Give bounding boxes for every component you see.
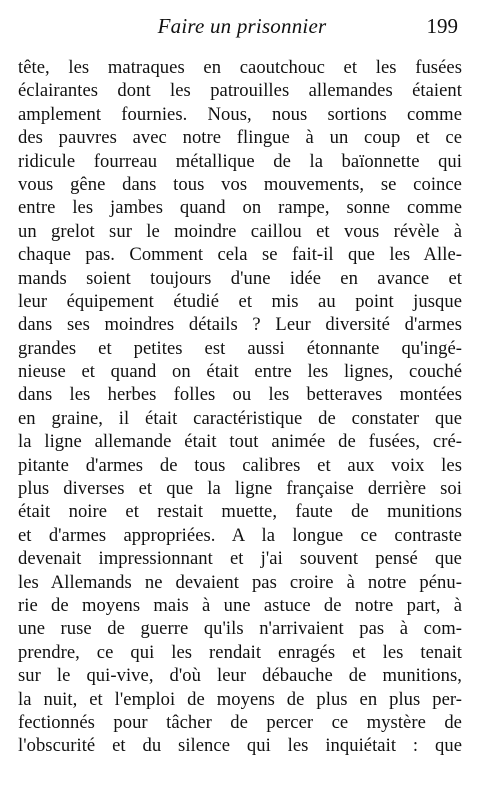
text-line: chaque pas. Comment cela se fait-il que les Alle- [18, 244, 462, 266]
text-line: des pauvres avec notre flingue à un coup et ce [18, 127, 462, 149]
text-line: la ligne allemande était tout animée de fusées, cré- [18, 431, 462, 453]
text-line: amplement fournies. Nous, nous sortions comme [18, 103, 462, 125]
text-line: sur le qui-vive, d'où leur débauche de munitions, [18, 665, 462, 687]
text-line: nieuse et quand on était entre les lignes, couché [18, 361, 462, 383]
text-line: et d'armes appropriées. A la longue ce contraste [18, 524, 462, 546]
text-line: tête, les matraques en caoutchouc et les fusées [18, 57, 462, 78]
text-line: mands soient toujours d'une idée en avance et [18, 267, 462, 289]
text-line: éclairantes dont les patrouilles allemandes étaient [18, 80, 462, 102]
text-line: une ruse de guerre qu'ils n'arrivaient pas à com- [18, 618, 462, 640]
text-line: leur équipement étudié et mis au point jusque [18, 290, 462, 312]
body-text [18, 56, 462, 758]
text-line: dans ses moindres détails ? Leur diversité d'armes [18, 314, 462, 336]
running-head: Faire un prisonnier [157, 14, 327, 38]
text-line: prendre, ce qui les rendait enragés et les tenait [18, 641, 462, 663]
text-line: les Allemands ne devaient pas croire à notre pénu- [18, 571, 462, 593]
text-line: l'obscurité et du silence qui les inquiétait : que [18, 735, 462, 757]
text-line: grandes et petites est aussi étonnante qu'ingé- [18, 337, 462, 359]
text-line: vous gêne dans tous vos mouvements, se coince [18, 173, 462, 195]
text-line: en graine, il était caractéristique de constater que [18, 407, 462, 429]
text-line: était noire et restait muette, faute de munitions [18, 501, 462, 523]
text-line: plus diverses et que la ligne française derrière soi [18, 478, 462, 500]
text-line: rie de moyens mais à une astuce de notre part, à [18, 594, 462, 616]
text-line: devenait impressionnant et j'ai souvent pensé que [18, 548, 462, 570]
text-line: la nuit, et l'emploi de moyens de plus en plus per- [18, 688, 462, 710]
text-line: fectionnés pour tâcher de percer ce mystère de [18, 711, 462, 733]
page-header [24, 14, 460, 44]
page-number: 199 [426, 14, 458, 38]
text-line: ridicule fourreau métallique de la baïonnette qui [18, 150, 462, 172]
text-line: entre les jambes quand on rampe, sonne comme [18, 197, 462, 219]
text-line: un grelot sur le moindre caillou et vous révèle à [18, 220, 462, 242]
text-line: dans les herbes folles ou les betteraves montées [18, 384, 462, 406]
text-line: pitante d'armes de tous calibres et aux voix les [18, 454, 462, 476]
